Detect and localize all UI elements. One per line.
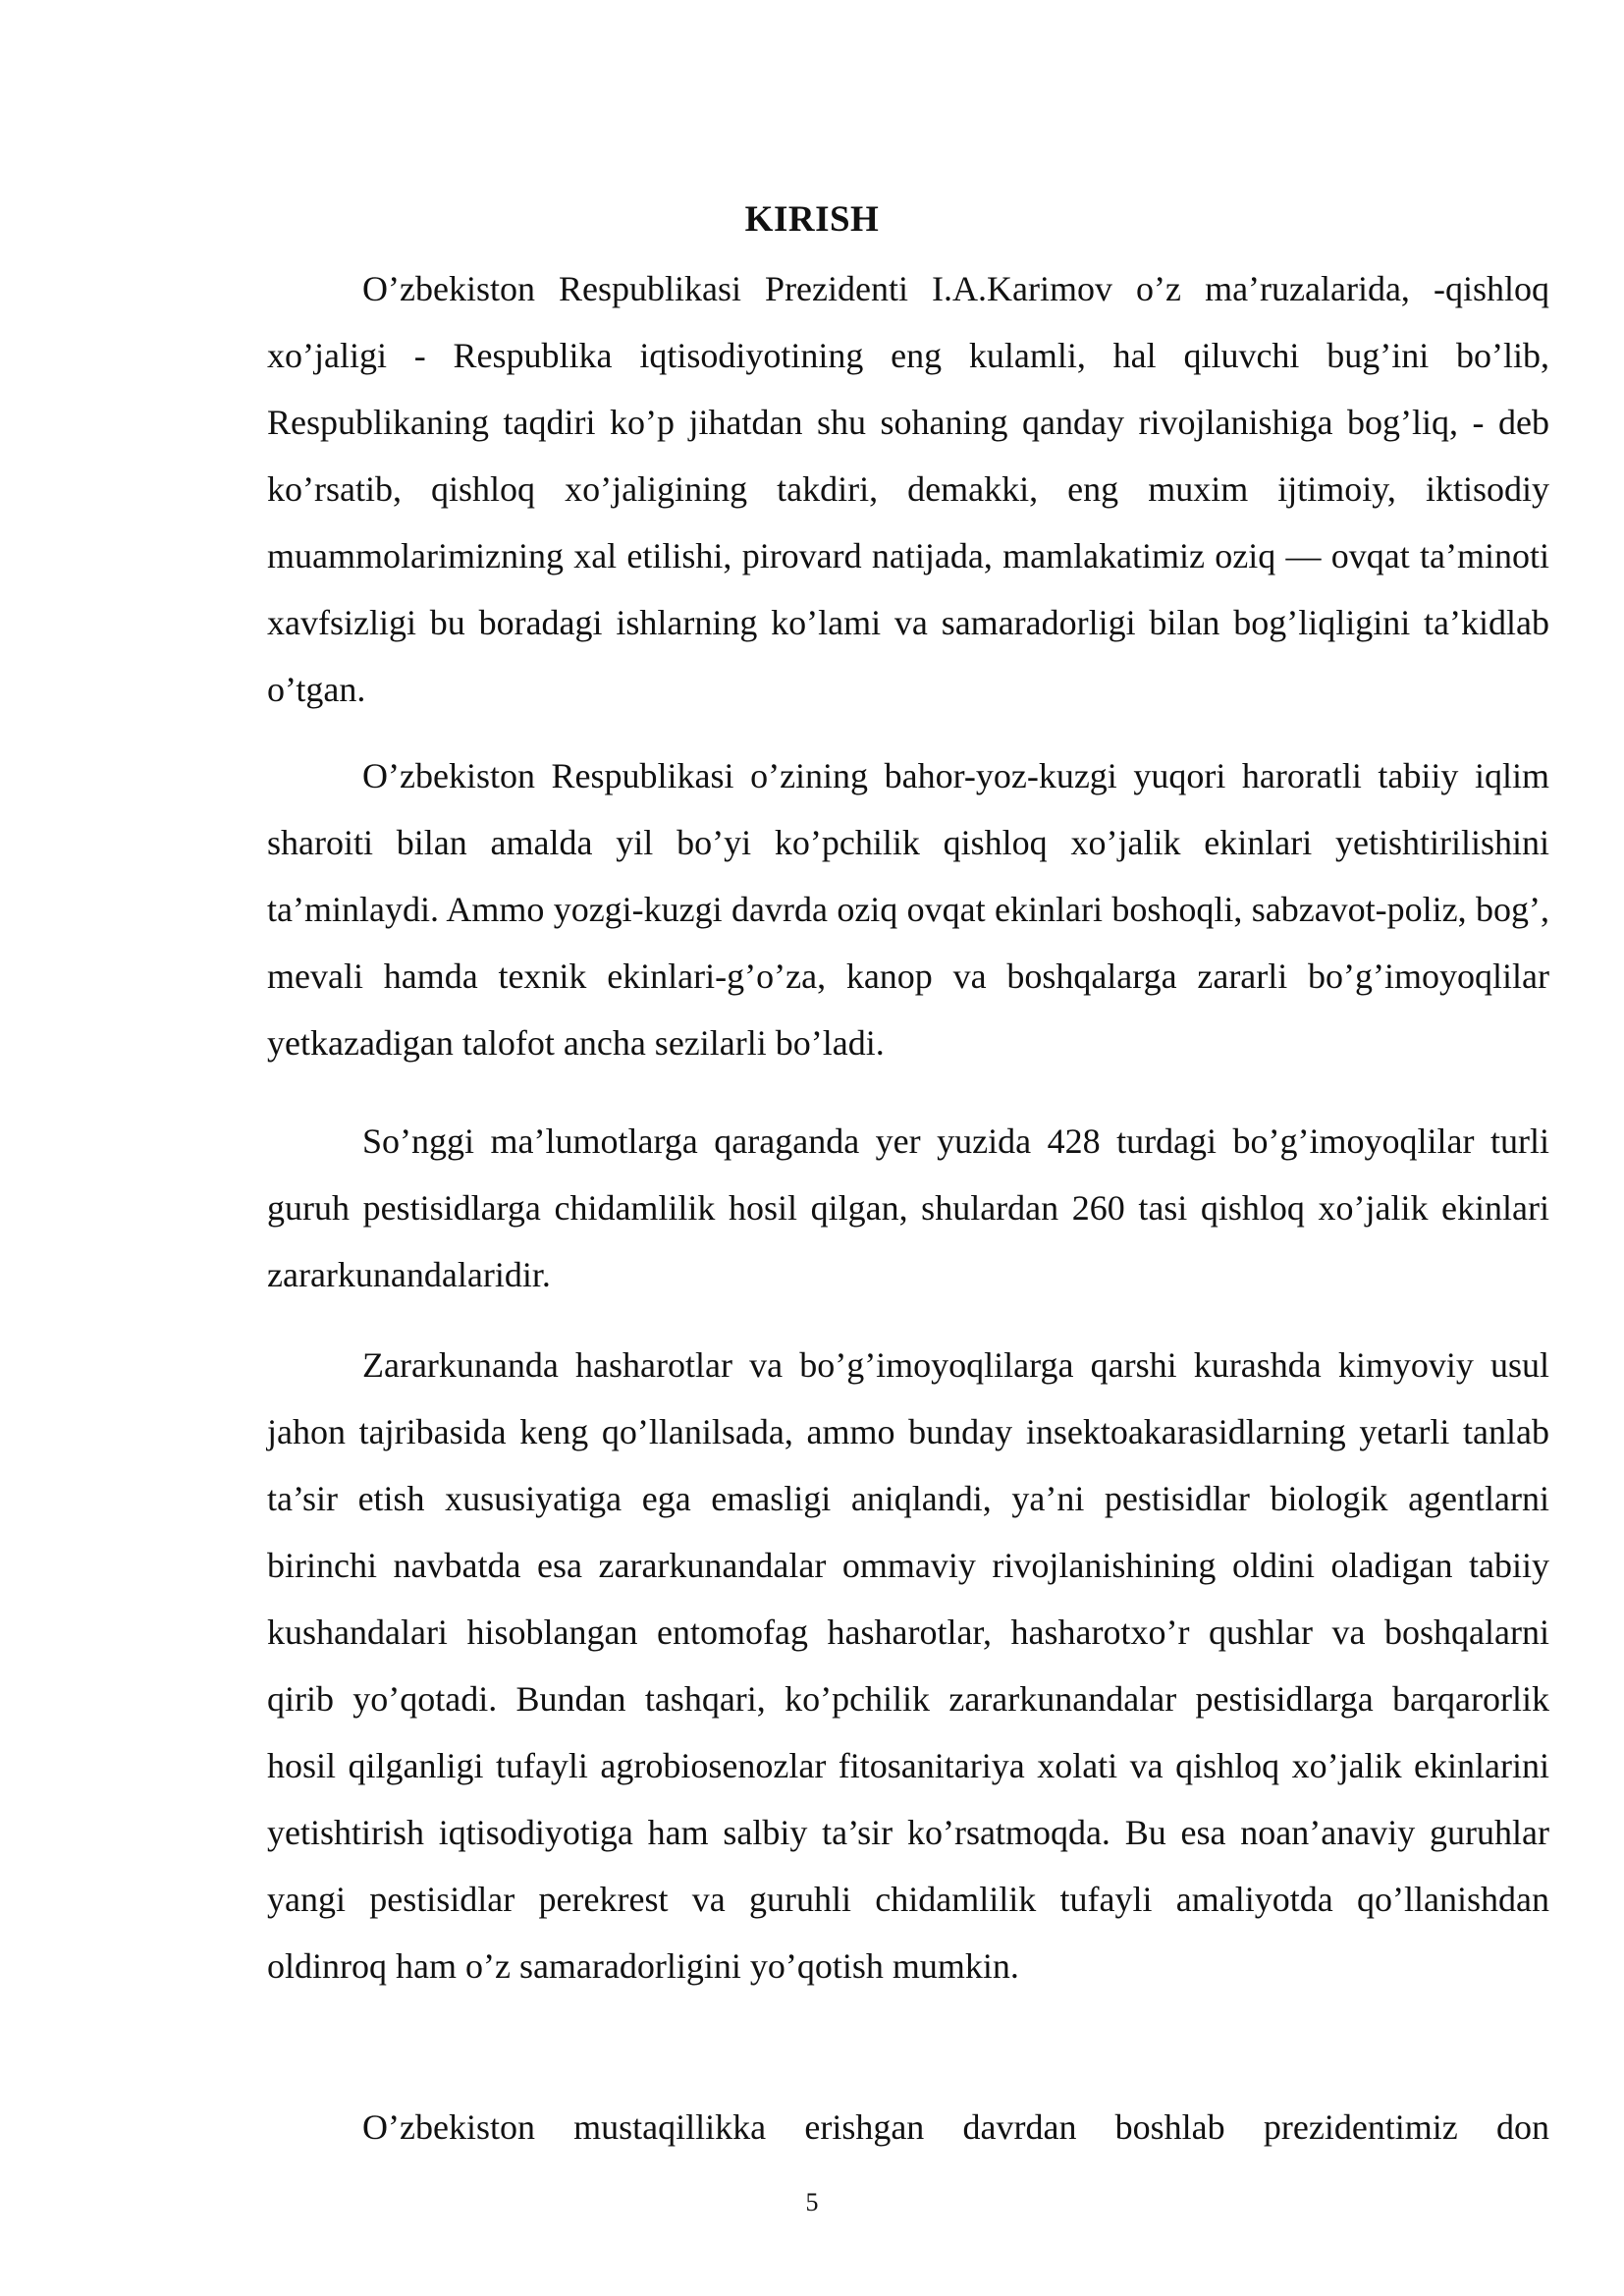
page-title: KIRISH bbox=[744, 199, 880, 240]
page-number: 5 bbox=[805, 2188, 819, 2216]
paragraph-presidential-statement: O’zbekiston Respublikasi Prezidenti I.A.Karimov o’z ma’ruzalarida, -qishloq xo’jaligi - Respublika iqtisodiyotining eng kulamli, hal qiluvchi bug’ini bo’lib, Respublikaning taqdiri ko’p jihatdan shu sohaning qanday rivojlanishiga bog’liq, - deb ko’rsatib, qishloq xo’jaligining takdiri, demakki, eng muxim ijtimoiy, iktisodiy muammolarimizning xal etilishi, pirovard natijada, mamlakatimiz oziq — ovqat ta’minoti xavfsizligi bu boradagi ishlarning ko’lami va samaradorligi bilan bog’liqligini ta’kidlab o’tgan. bbox=[267, 269, 1549, 709]
paragraph-independence: O’zbekiston mustaqillikka erishgan davrdan boshlab prezidentimiz don bbox=[362, 2107, 1549, 2147]
paragraph-climate-and-crops: O’zbekiston Respublikasi o’zining bahor-yoz-kuzgi yuqori haroratli tabiiy iqlim sharoiti bilan amalda yil bo’yi ko’pchilik qishloq xo’jalik ekinlari yetishtirilishini ta’minlaydi. Ammo yozgi-kuzgi davrda oziq ovqat ekinlari boshoqli, sabzavot-poliz, bog’, mevali hamda texnik ekinlari-g’o’za, kanop va boshqalarga zararli bo’g’imoyoqlilar yetkazadigan talofot ancha sezilarli bo’ladi. bbox=[267, 756, 1549, 1063]
paragraph-chemical-control: Zararkunanda hasharotlar va bo’g’imoyoqlilarga qarshi kurashda kimyoviy usul jahon tajribasida keng qo’llanilsada, ammo bunday insektoakarasidlarning yetarli tanlab ta’sir etish xususiyatiga ega emasligi aniqlandi, ya’ni pestisidlar biologik agentlarni birinchi navbatda esa zararkunandalar ommaviy rivojlanishining oldini oladigan tabiiy kushandalari hisoblangan entomofag hasharotlar, hasharotxo’r qushlar va boshqalarni qirib yo’qotadi. Bundan tashqari, ko’pchilik zararkunandalar pestisidlarga barqarorlik hosil qilganligi tufayli agrobiosenozlar fitosanitariya xolati va qishloq xo’jalik ekinlarini yetishtirish iqtisodiyotiga ham salbiy ta’sir ko’rsatmoqda. Bu esa noan’anaviy guruhlar yangi pestisidlar perekrest va guruhli chidamlilik tufayli amaliyotda qo’llanishdan oldinroq ham o’z samaradorligini yo’qotish mumkin. bbox=[267, 1345, 1549, 1986]
paragraph-resistance-statistics: So’nggi ma’lumotlarga qaraganda yer yuzida 428 turdagi bo’g’imoyoqlilar turli guruh pestisidlarga chidamlilik hosil qilgan, shulardan 260 tasi qishloq xo’jalik ekinlari zararkunandalaridir. bbox=[267, 1121, 1549, 1294]
